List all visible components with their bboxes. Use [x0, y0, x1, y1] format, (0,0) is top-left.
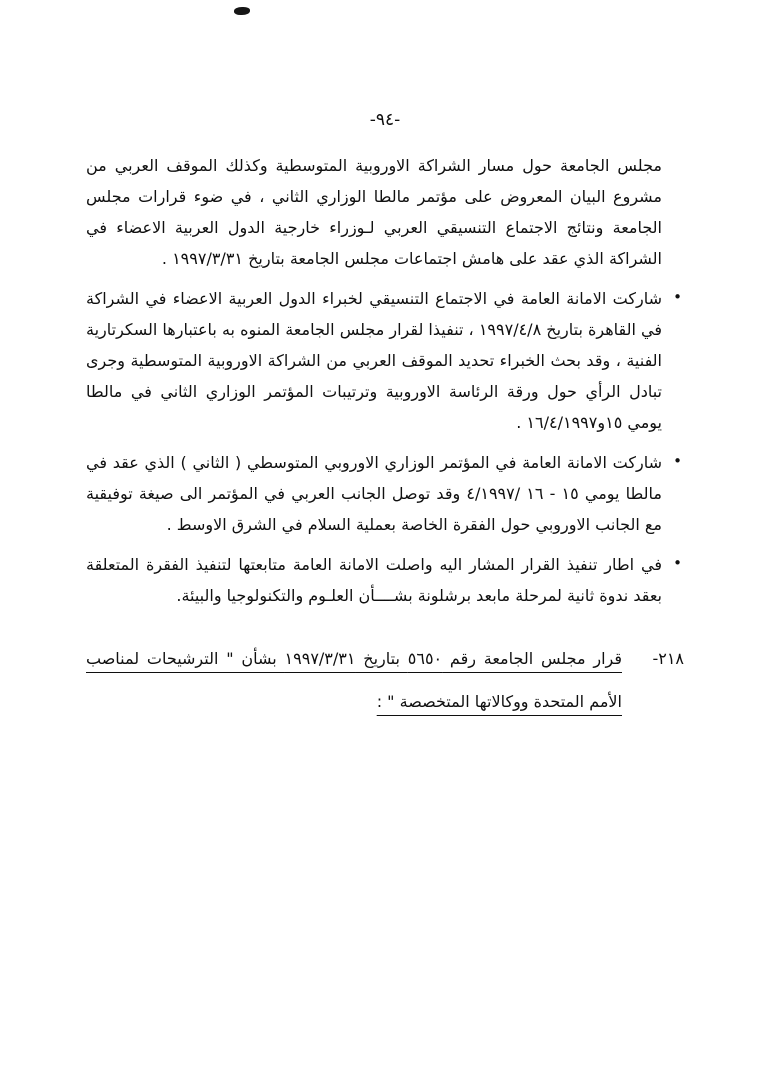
scan-artifact — [234, 7, 250, 15]
paragraph-text: مجلس الجامعة حول مسار الشراكة الاوروبية المتوسطية وكذلك الموقف العربي من مشروع البيان المعروض على مؤتمر مالطا الوزاري الثاني ، في ضوء قرارات مجلس الجامعة ونتائج الاجتماع التنسيقي العربي لـوزراء خارجية الدول العربية الاعضاء في الشراكة الذي عقد على هامش اجتماعات مجلس الجامعة بتاريخ ١٩٩٧/٣/٣١ . — [86, 156, 662, 268]
item-number: ٢١٨- — [652, 649, 684, 668]
bullet-icon: • — [673, 554, 682, 572]
paragraph-text: في اطار تنفيذ القرار المشار اليه واصلت الامانة العامة متابعتها لتنفيذ الفقرة المتعلقة بعقد ندوة ثانية لمرحلة مابعد برشلونة بشــــأن العلـوم والتكنولوجيا والبيئة. — [86, 555, 662, 605]
paragraph-text: شاركت الامانة العامة في الاجتماع التنسيقي لخبراء الدول العربية الاعضاء في الشراكة في القاهرة بتاريخ ١٩٩٧/٤/٨ ، تنفيذا لقرار مجلس الجامعة المنوه به باعتبارها السكرتارية الفنية ، وقد بحث الخبراء تحديد الموقف العربي من الشراكة الاوروبية المتوسطية وجرى تبادل الرأي حول ورقة الرئاسة الاوروبية وترتيبات المؤتمر الوزاري الثاني في مالطا يومي ١٥و١٦/٤/١٩٩٧ . — [86, 289, 662, 432]
paragraph-text: شاركت الامانة العامة في المؤتمر الوزاري الاوروبي المتوسطي ( الثاني ) الذي عقد في مالطا يومي ١٥ - ١٦ /٤/١٩٩٧ وقد توصل الجانب العربي في المؤتمر الى صيغة توفيقية مع الجانب الاوروبي حول الفقرة الخاصة بعملية السلام في الشرق الاوسط . — [86, 453, 662, 534]
bullet-icon: • — [673, 288, 682, 306]
numbered-item — [86, 637, 684, 723]
item-text: قرار مجلس الجامعة رقم ٥٦٥٠ بتاريخ ١٩٩٧/٣/٣١ بشأن " الترشيحات لمناصب الأمم المتحدة ووكالاتها المتخصصة " : — [86, 649, 622, 711]
paragraph — [86, 150, 684, 274]
bullet-icon: • — [673, 452, 682, 470]
document-body — [86, 150, 684, 723]
list-item — [86, 549, 684, 611]
list-item — [86, 447, 684, 540]
list-item — [86, 283, 684, 438]
page-number: -٩٤- — [369, 110, 401, 130]
